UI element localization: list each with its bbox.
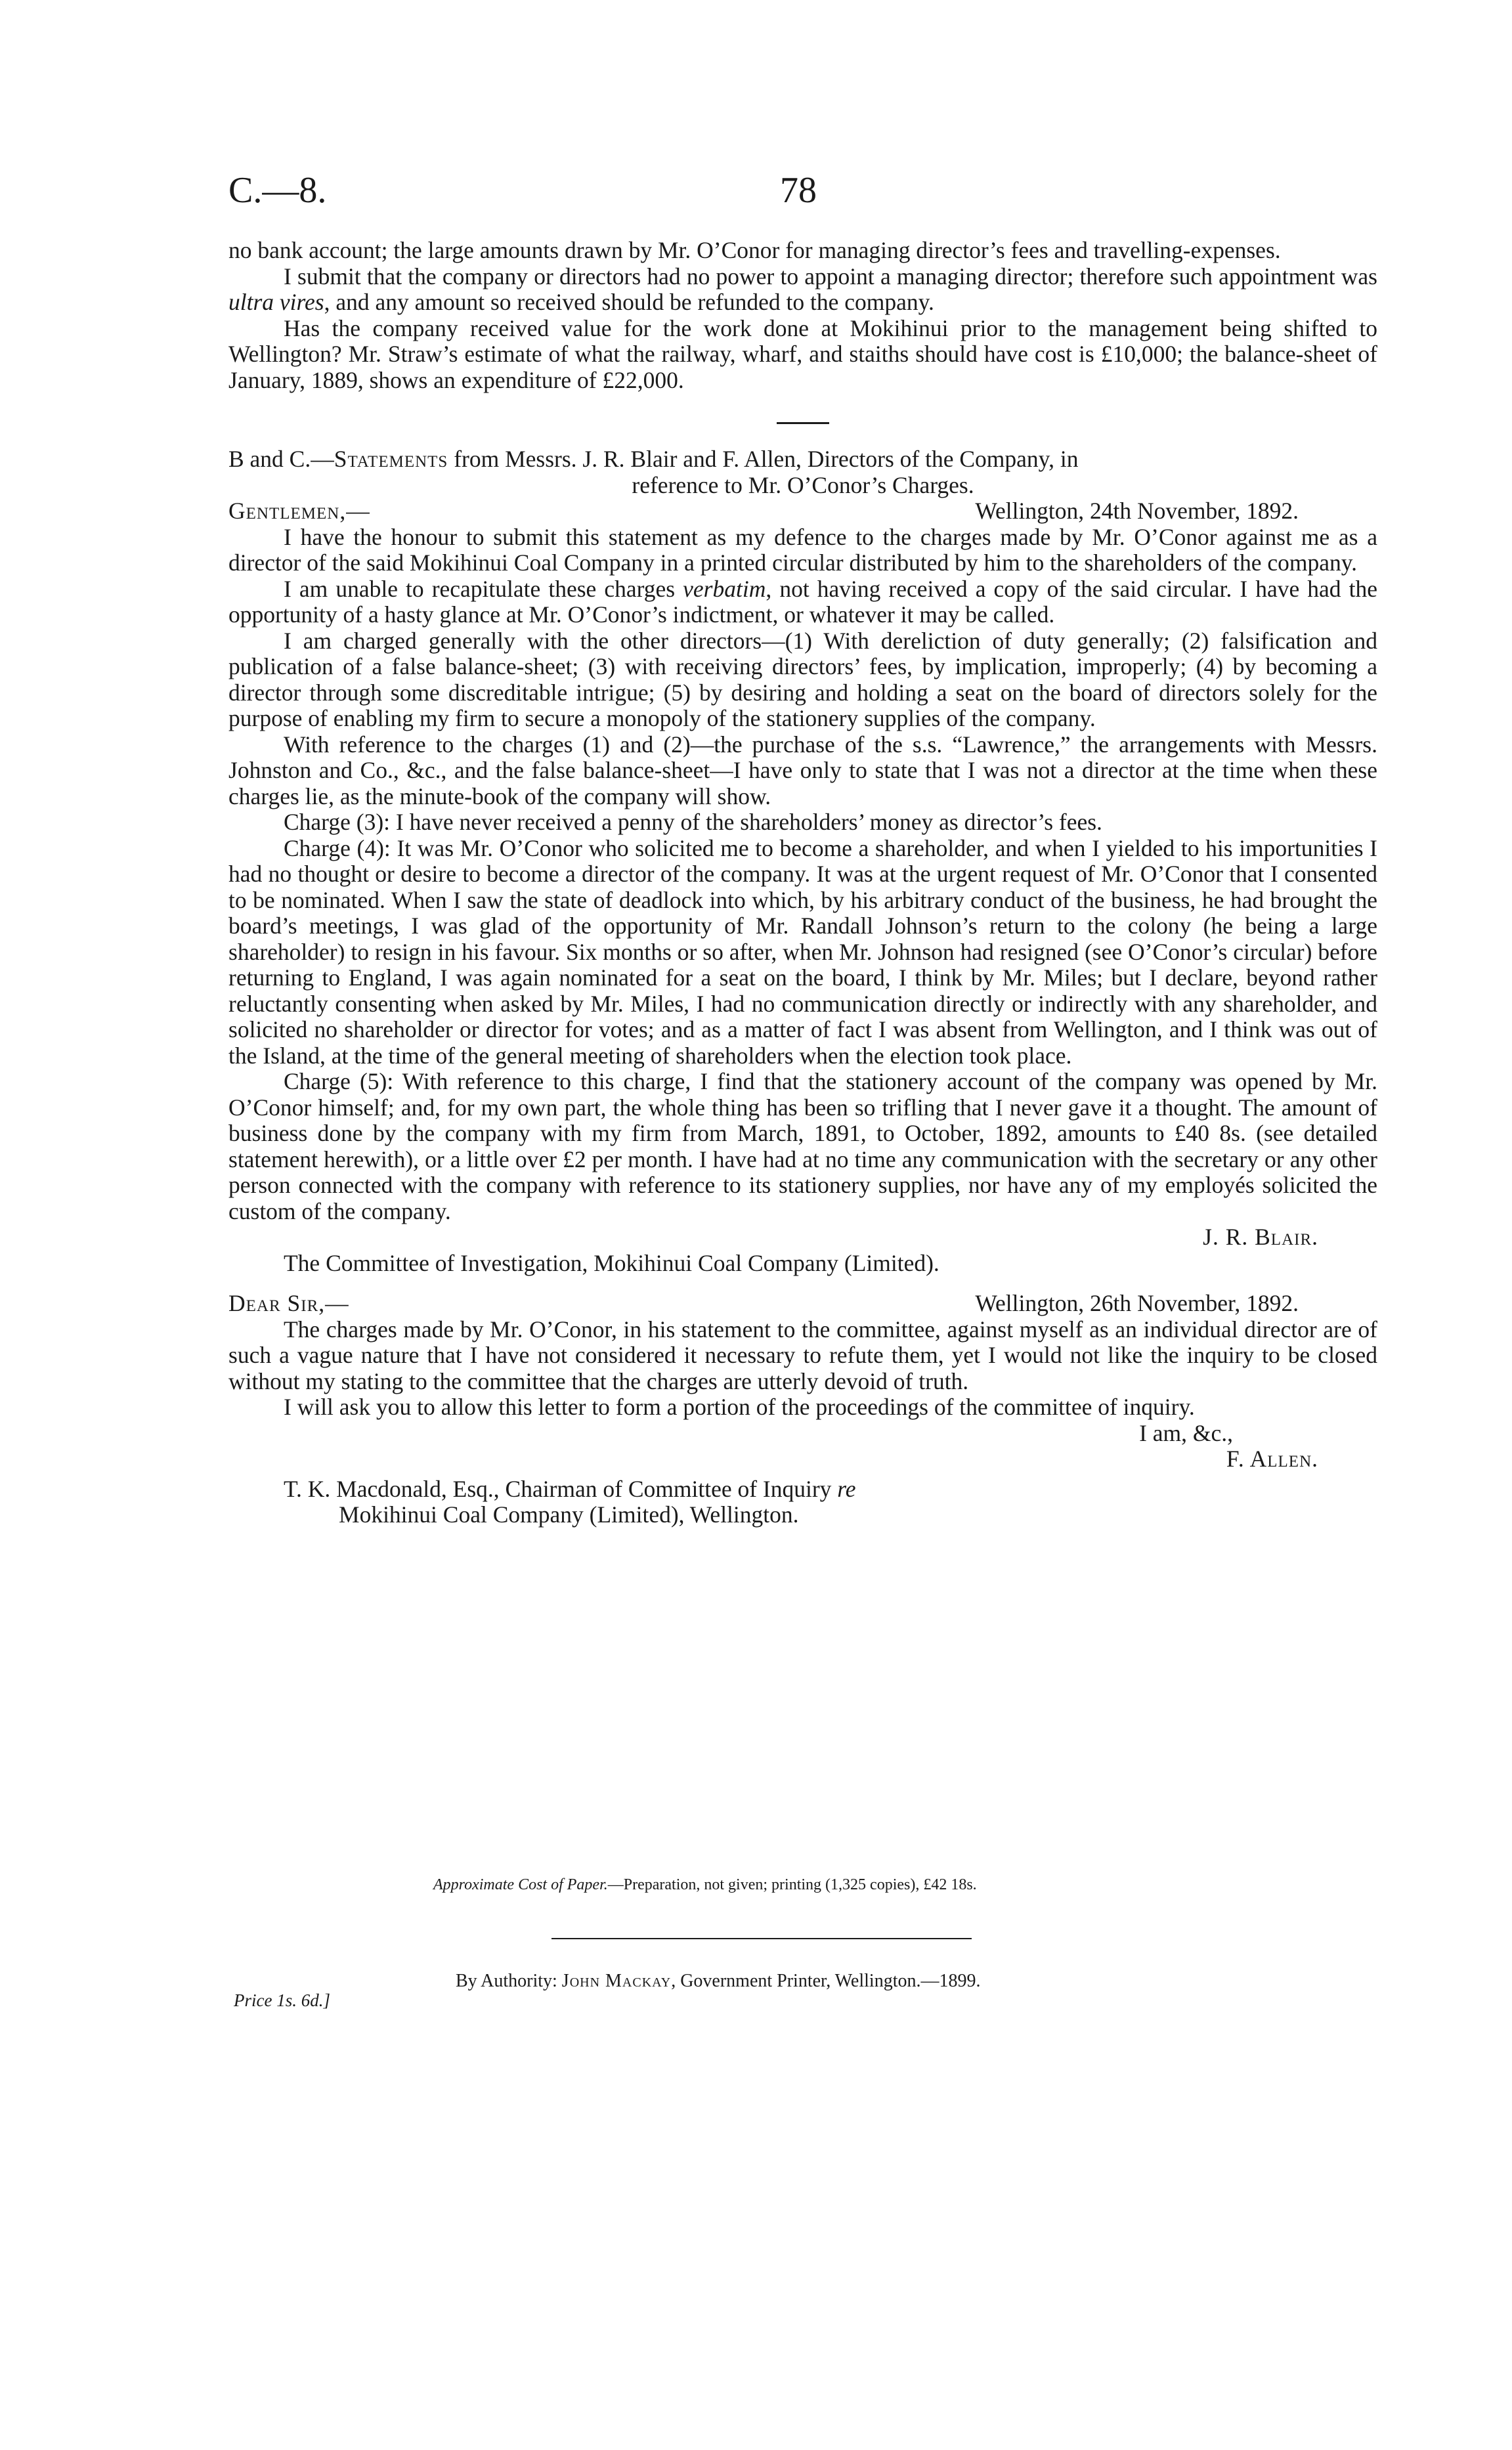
printer-imprint: By Authority: John Mackay, Government Printer, Wellington.—1899.	[456, 1971, 981, 1991]
letter-paragraph: With reference to the charges (1) and (2)—the purchase of the s.s. “Lawrence,” the arrangements with Messrs. Johnston and Co., &c., and the false balance-sheet—I have only to state that I was not a director at the time when these charges lie, as the minute-book of the company will show.	[228, 731, 1377, 809]
letter-paragraph: I am unable to recapitulate these charges verbatim, not having received a copy of the said circular. I have had the opportunity of a hasty glance at Mr. O’Conor’s indictment, or whatever it may be called.	[228, 575, 1377, 628]
section-title: B and C.—Statements from Messrs. J. R. Blair and F. Allen, Directors of the Company, in	[228, 446, 1079, 472]
footer-divider	[551, 1938, 972, 1939]
letter-paragraph: I will ask you to allow this letter to form a portion of the proceedings of the committee of inquiry.	[284, 1394, 1195, 1420]
letter-paragraph: I have the honour to submit this statement as my defence to the charges made by Mr. O’Conor against me as a director of the said Mokihinui Coal Company in a printed circular distributed by him to the shareholders of the company.	[228, 523, 1377, 576]
allen-letter-heading	[228, 1291, 1377, 1317]
body-text	[228, 238, 1377, 1528]
signature-allen: F. Allen.	[1226, 1446, 1318, 1472]
letter-date: Wellington, 26th November, 1892.	[975, 1290, 1299, 1316]
letter-paragraph: Charge (3): I have never received a penny of the shareholders’ money as director’s fees.	[284, 809, 1102, 835]
letter-paragraph: The charges made by Mr. O’Conor, in his statement to the committee, against myself as an individual director are of such a vague nature that I have not considered it necessary to refute them, yet I would not like the inquiry to be closed without my stating to the committee that the charges are utterly devoid of truth.	[228, 1316, 1377, 1394]
blair-letter-heading	[228, 498, 1377, 525]
letter-addressee: The Committee of Investigation, Mokihinui Coal Company (Limited).	[284, 1249, 940, 1276]
continuation-paragraph: no bank account; the large amounts drawn by Mr. O’Conor for managing director’s fees and travelling-expenses.	[228, 237, 1281, 263]
salutation: Gentlemen,—	[228, 498, 370, 524]
salutation: Dear Sir,—	[228, 1290, 349, 1316]
section-title-line2: reference to Mr. O’Conor’s Charges.	[632, 471, 974, 498]
page-header	[228, 169, 1377, 215]
letter-date: Wellington, 24th November, 1892.	[975, 498, 1299, 524]
document-code: C.—8.	[228, 170, 327, 211]
signature-blair: J. R. Blair.	[1203, 1224, 1318, 1250]
letter-paragraph: I am charged generally with the other directors—(1) With dereliction of duty generally; (2) falsification and publication of a false balance-sheet; (3) with receiving directors’ fees, by implication, improperly; (4) by becoming a director through some discreditable intrigue; (5) by desiring and holding a seat on the board of directors solely for the purpose of enabling my firm to secure a monopoly of the stationery supplies of the company.	[228, 627, 1377, 731]
price-label: Price 1s. 6d.]	[234, 1990, 330, 2010]
continuation-paragraph: I submit that the company or directors had no power to appoint a managing director; therefore such appointment was ultra vires, and any amount so received should be refunded to the company.	[228, 263, 1377, 315]
page-number: 78	[780, 170, 817, 211]
letter-paragraph: Charge (4): It was Mr. O’Conor who solicited me to become a shareholder, and when I yielded to his importunities I had no thought or desire to become a director of the company. It was at the urgent request of Mr. O’Conor that I consented to be nominated. When I saw the state of deadlock into which, by his arbitrary conduct of the business, he had brought the board’s meetings, I was glad of the opportunity of Mr. Randall Johnson’s return to the colony (he being a large shareholder) to resign in his favour. Six months or so after, when Mr. Johnson had resigned (see O’Conor’s circular) before returning to England, I was again nominated for a seat on the board, I think by Mr. Miles; but I declare, beyond rather reluctantly consenting when asked by Mr. Miles, I had no communication directly or indirectly with any shareholder, and solicited no shareholder or director for votes; and as a matter of fact I was absent from Wellington, and I think was out of the Island, at the time of the general meeting of shareholders when the election took place.	[228, 834, 1377, 1069]
continuation-paragraph: Has the company received value for the work done at Mokihinui prior to the management being shifted to Wellington? Mr. Straw’s estimate of what the railway, wharf, and staiths should have cost is £10,000; the balance-sheet of January, 1889, shows an expenditure of £22,000.	[228, 314, 1377, 393]
letter-paragraph: Charge (5): With reference to this charge, I find that the stationery account of the company was opened by Mr. O’Conor himself; and, for my own part, the whole thing has been so trifling that I never gave it a thought. The amount of business done by the company with my firm from March, 1891, to October, 1892, amounts to £40 8s. (see detailed statement herewith), or a little over £2 per month. I have had at no time any communication with the secretary or any other person connected with the company with reference to its stationery supplies, nor have any of my employés solicited the custom of the company.	[228, 1068, 1377, 1224]
letter-addressee: T. K. Macdonald, Esq., Chairman of Committee of Inquiry re Mokihinui Coal Company (Limited), Wellington.	[284, 1475, 856, 1528]
section-divider	[777, 422, 829, 424]
letter-closing: I am, &c.,	[1139, 1419, 1233, 1446]
cost-note: Approximate Cost of Paper.—Preparation, not given; printing (1,325 copies), £42 18s.	[433, 1876, 977, 1893]
